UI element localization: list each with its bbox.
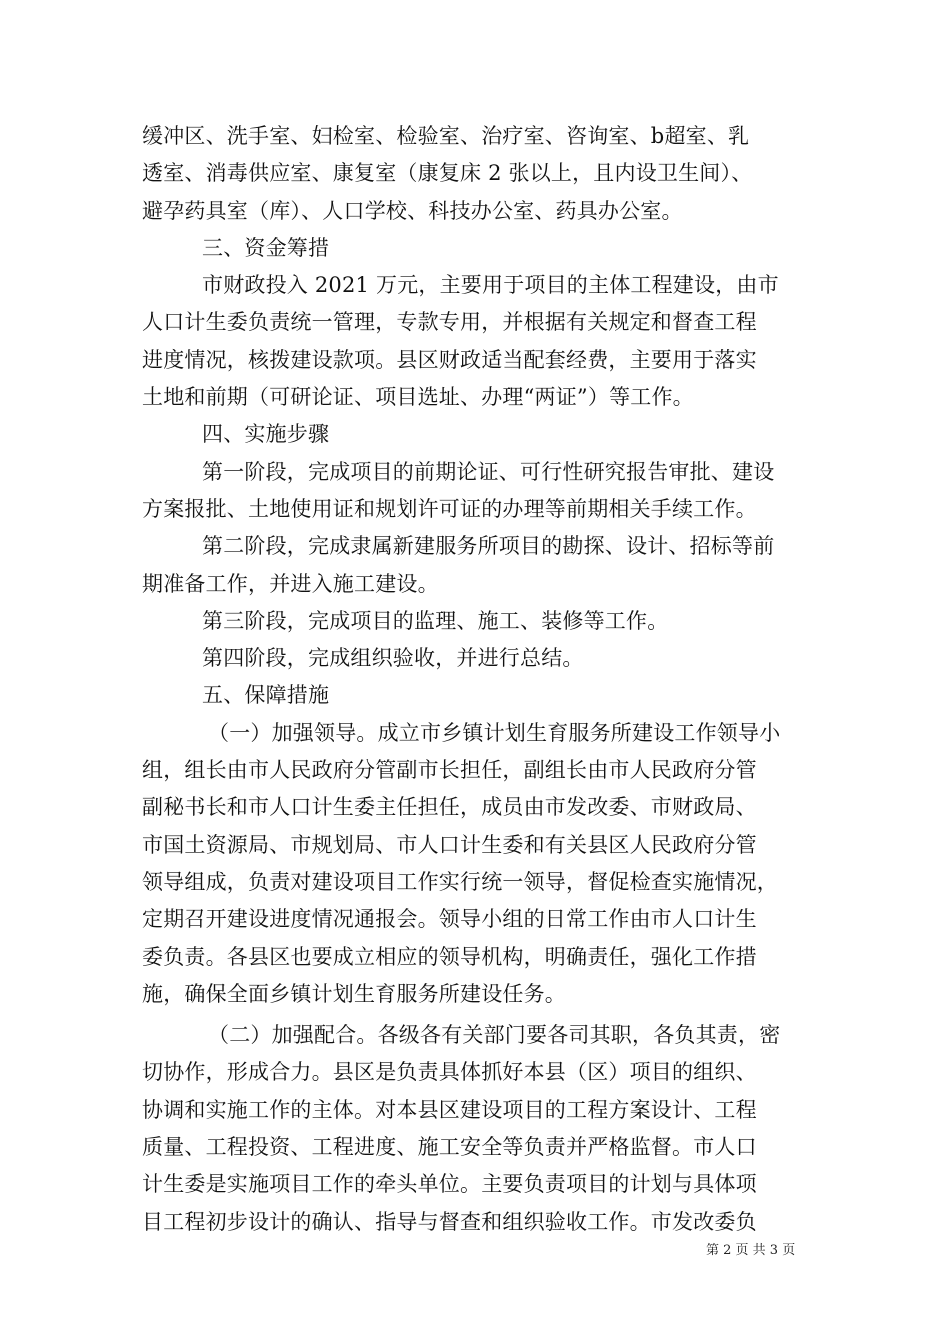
body-line: 定期召开建设进度情况通报会。领导小组的日常工作由市人口计生	[142, 907, 757, 932]
page-number: 第 2 页 共 3 页	[706, 1243, 796, 1258]
body-line: 避孕药具室（库）、人口学校、科技办公室、药具办公室。	[142, 198, 683, 223]
body-line: 土地和前期（可研论证、项目选址、办理“两证”）等工作。	[142, 385, 694, 410]
body-line: 质量、工程投资、工程进度、施工安全等负责并严格监督。市人口	[142, 1135, 757, 1160]
body-line: 进度情况，核拨建设款项。县区财政适当配套经费，主要用于落实	[142, 347, 757, 372]
paragraph-first-line: （二）加强配合。各级各有关部门要各司其职，各负其责，密	[208, 1023, 781, 1048]
body-line: 透室、消毒供应室、康复室（康复床 2 张以上，且内设卫生间）、	[142, 161, 753, 186]
body-line: 目工程初步设计的确认、指导与督查和组织验收工作。市发改委负	[142, 1209, 757, 1234]
document-body	[142, 118, 822, 1241]
body-line: 施，确保全面乡镇计划生育服务所建设任务。	[142, 981, 566, 1006]
body-line: 缓冲区、洗手室、妇检室、检验室、治疗室、咨询室、b超室、乳	[142, 124, 750, 148]
body-line: 方案报批、土地使用证和规划许可证的办理等前期相关手续工作。	[142, 496, 757, 521]
section-heading: 三、资金筹措	[202, 235, 330, 260]
section-heading: 四、实施步骤	[202, 422, 330, 447]
body-line: 计生委是实施项目工作的牵头单位。主要负责项目的计划与具体项	[142, 1172, 757, 1197]
paragraph-first-line: （一）加强领导。成立市乡镇计划生育服务所建设工作领导小	[208, 720, 781, 745]
paragraph-first-line: 第一阶段，完成项目的前期论证、可行性研究报告审批、建设	[202, 459, 775, 484]
body-line: 副秘书长和市人口计生委主任担任，成员由市发改委、市财政局、	[142, 795, 757, 820]
body-line: 领导组成，负责对建设项目工作实行统一领导，督促检查实施情况，	[142, 869, 778, 894]
paragraph-first-line: 第三阶段，完成项目的监理、施工、装修等工作。	[202, 608, 669, 633]
paragraph-first-line: 第二阶段，完成隶属新建服务所项目的勘探、设计、招标等前	[202, 534, 775, 559]
body-line: 人口计生委负责统一管理，专款专用，并根据有关规定和督查工程	[142, 310, 757, 335]
body-line: 期准备工作，并进入施工建设。	[142, 571, 439, 596]
body-line: 协调和实施工作的主体。对本县区建设项目的工程方案设计、工程	[142, 1097, 757, 1122]
body-line: 委负责。各县区也要成立相应的领导机构，明确责任，强化工作措	[142, 944, 757, 969]
body-line: 市国土资源局、市规划局、市人口计生委和有关县区人民政府分管	[142, 832, 757, 857]
paragraph-first-line: 第四阶段，完成组织验收，并进行总结。	[202, 646, 584, 671]
body-line: 切协作，形成合力。县区是负责具体抓好本县（区）项目的组织、	[142, 1060, 757, 1085]
paragraph-first-line: 市财政投入 2021 万元，主要用于项目的主体工程建设，由市	[202, 273, 779, 298]
section-heading: 五、保障措施	[202, 683, 330, 708]
body-line: 组，组长由市人民政府分管副市长担任，副组长由市人民政府分管	[142, 758, 757, 783]
